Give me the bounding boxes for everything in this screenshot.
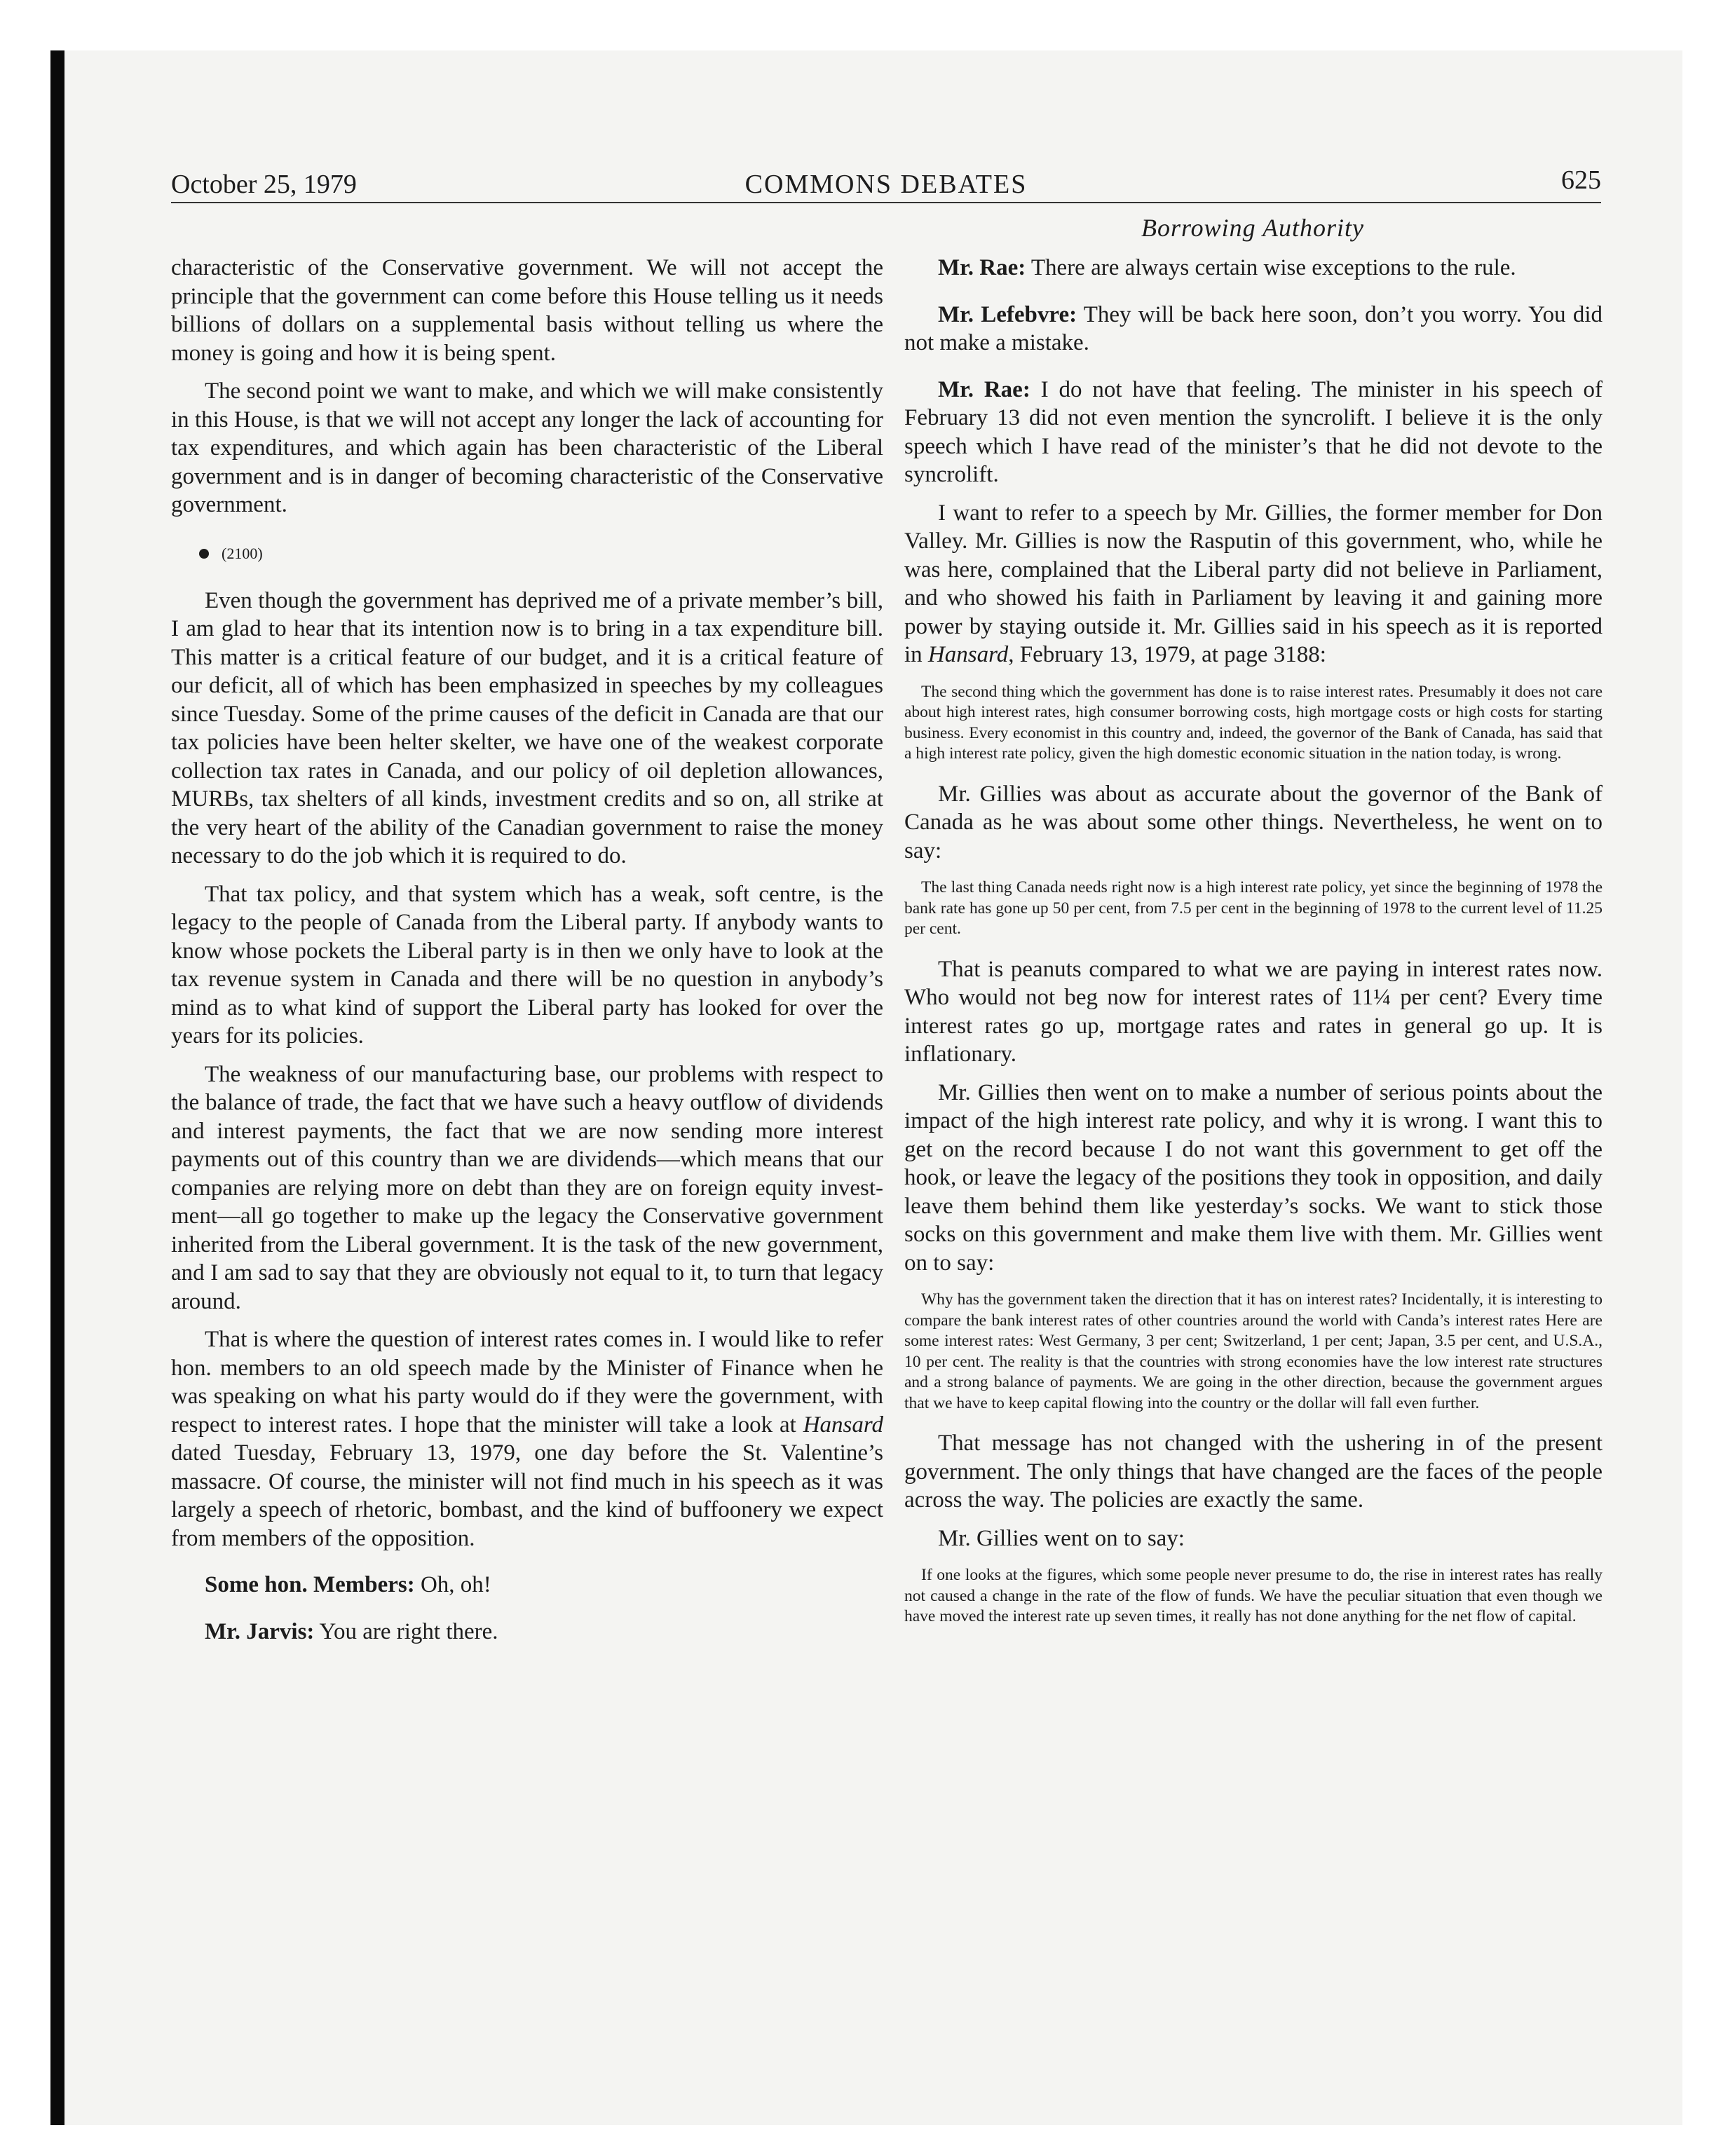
speaker-name: Some hon. Members: bbox=[205, 1572, 415, 1597]
paragraph: That is peanuts compared to what we are paying in interest rates now. Who would not beg now for interest rates of 11¼ per cent? Every time interest rates go up, mortgage rates and rates in general go up. It is inflationary. bbox=[904, 956, 1603, 1067]
section-subheading: Borrowing Authority bbox=[1141, 214, 1365, 242]
paragraph: characteristic of the Conservative government. We will not accept the principle that the government can come before this House telling us it needs billions of dollars on a supplemental basis without telling us where the money is going and how it is being spent. bbox=[171, 255, 883, 366]
time-marker-label: (2100) bbox=[222, 544, 263, 562]
block-quote: Why has the government taken the direction that it has on interest rates? Incidentally, it is interesting to compare the bank interest rates of other countries around the world with Canda’s interest rates Here are some interest rates: West Germany, 3 per cent; Switzerland, 1 per cent; Japan, 3.5 per cent, and U.S.A., 10 per cent. The reality is that the countries with strong economies have the low interest rate structures and a strong balance of payments. We are going in the other direction, because the government argues that we have to keep capital flowing into the country or the dollar will fall even further. bbox=[904, 1290, 1603, 1412]
speech-interjection bbox=[171, 1618, 883, 1646]
speech-text: Oh, oh! bbox=[414, 1572, 491, 1597]
speech-text: You are right there. bbox=[314, 1618, 498, 1644]
paragraph bbox=[904, 499, 1603, 669]
paragraph: That message has not changed with the ushering in of the present government. The only things that have changed are the faces of the people across the way. The policies are exactly the same. bbox=[904, 1431, 1603, 1513]
speech bbox=[904, 301, 1603, 357]
block-quote: If one looks at the figures, which some people never presume to do, the rise in interest rates has really not caused a change in the rate of the flow of funds. We have the peculiar situation that even though we have moved the interest rate up seven times, it really has not done anything for the net flow of capital. bbox=[904, 1566, 1603, 1625]
speech-text: They will be back here soon, don’t you worry. You did not make a mistake. bbox=[904, 301, 1603, 355]
paragraph: The second point we want to make, and which we will make consistently in this House, is that we will not accept any longer the lack of accounting for tax expenditures, and which again has been characteristic of the Liberal government and is in danger of becoming characteristic of the Conservative government. bbox=[171, 378, 883, 517]
scan-edge bbox=[50, 50, 64, 2125]
header-title: COMMONS DEBATES bbox=[744, 170, 1028, 199]
speech bbox=[904, 376, 1603, 489]
bullet-icon bbox=[199, 549, 209, 559]
text-run: I want to refer to a speech by Mr. Gillies, the former member for Don Valley. Mr. Gillies is now the Rasputin of this government, who, while he was here, complained that the Liberal party did not believe in Parliament, and who showed his faith in Parliament by leaving it and gaining more power by staying outside it. Mr. Gillies said in his speech as it is reported in bbox=[904, 500, 1603, 667]
time-marker bbox=[199, 545, 883, 563]
running-header bbox=[171, 158, 1601, 203]
speaker-name: Mr. Rae: bbox=[938, 376, 1030, 402]
paragraph bbox=[171, 1325, 883, 1553]
speaker-name: Mr. Rae: bbox=[938, 255, 1026, 280]
speech-text: I do not have that feeling. The minister in his speech of February 13 did not even mention the syncrolift. I believe it is the only speech which I have read of the minister’s that he did not devote to the syncrolift. bbox=[904, 376, 1603, 487]
block-quote: The second thing which the government has done is to raise interest rates. Presumably it does not care about high interest rates, high consumer borrowing costs, high mortgage costs or high costs for starting business. Every economist in this country and, indeed, the governor of the Bank of Canada, has said that a high interest rate policy, given the high domestic economic situation in the nation today, is wrong. bbox=[904, 682, 1603, 763]
paragraph: That tax policy, and that system which has a weak, soft centre, is the legacy to the people of Canada from the Liberal party. If anybody wants to know whose pockets the Liberal party is in then we only have to look at the tax revenue system in Canada and there will be no question in anybody’s mind as to what kind of support the Liberal party has looked for over the years for its policies. bbox=[171, 881, 883, 1049]
speaker-name: Mr. Jarvis: bbox=[205, 1618, 315, 1644]
publication-title: Hansard bbox=[803, 1412, 883, 1438]
page-number: 625 bbox=[1561, 165, 1601, 195]
left-column bbox=[171, 254, 883, 1646]
speaker-name: Mr. Lefebvre: bbox=[938, 301, 1077, 327]
text-run: , February 13, 1979, at page 3188: bbox=[1008, 642, 1326, 667]
publication-title: Hansard bbox=[927, 642, 1009, 667]
paragraph: Even though the government has deprived me of a private member’s bill, I am glad to hear that its intention now is to bring in a tax expenditure bill. This matter is a critical feature of our budget, and it is a critical feature of our deficit, all of which has been emphasized in speeches by my colleagues since Tuesday. Some of the prime causes of the deficit in Canada are that our tax policies have been helter skelter, we have one of the weakest corporate collection tax rates in Canada, and our policy of oil depletion allowances, MURBs, tax shelters of all kinds, investment credits and so on, all strike at the very heart of the ability of the Canadian government to raise the money necessary to do the job which it is required to do. bbox=[171, 587, 883, 868]
text-run: That is where the question of interest rates comes in. I would like to refer hon. members to an old speech made by the Minister of Finance when he was speaking on what his party would do if they were the government, with respect to interest rates. I hope that the minister will take a look at bbox=[171, 1327, 883, 1438]
paragraph: Mr. Gillies was about as accurate about the governor of the Bank of Canada as he was about some other things. Nevertheless, he went on to say: bbox=[904, 781, 1603, 864]
paragraph: Mr. Gillies went on to say: bbox=[938, 1525, 1185, 1551]
text-run: dated Tuesday, February 13, 1979, one day before the St. Valentine’s massacre. Of course, the minister will not find much in his speech as it was largely a speech of rhetoric, bombast, and the kind of buffoonery we expect from members of the opposition. bbox=[171, 1440, 883, 1551]
paragraph: The weakness of our manufacturing base, our problems with respect to the balance of trade, the fact that we have such a heavy outflow of dividends and interest payments, the fact that we are now sending more interest payments out of this country than we are dividends—which means that our companies are relying more on debt than they are on foreign equity investment—all go together to make up the legacy the Conservative government inherited from the Liberal government. It is the task of the new government, and I am sad to say that they are obviously not equal to it, to turn that legacy around. bbox=[171, 1061, 883, 1314]
paragraph: Mr. Gillies then went on to make a number of serious points about the impact of the high interest rate policy, and why it is wrong. I want this to get on the record because I do not want this government to get off the hook, or leave the legacy of the positions they took in opposition, and daily leave them behind them like yesterday’s socks. We want to stick those socks on this government and make them live with them. Mr. Gillies went on to say: bbox=[904, 1079, 1603, 1276]
header-date: October 25, 1979 bbox=[171, 170, 357, 199]
speech bbox=[904, 254, 1603, 282]
speech-interjection bbox=[171, 1571, 883, 1599]
right-column bbox=[904, 254, 1603, 1643]
block-quote: The last thing Canada needs right now is a high interest rate policy, yet since the beginning of 1978 the bank rate has gone up 50 per cent, from 7.5 per cent in the beginning of 1978 to the current level of 11.25 per cent. bbox=[904, 878, 1603, 938]
speech-text: There are always certain wise exceptions to the rule. bbox=[1026, 255, 1516, 280]
